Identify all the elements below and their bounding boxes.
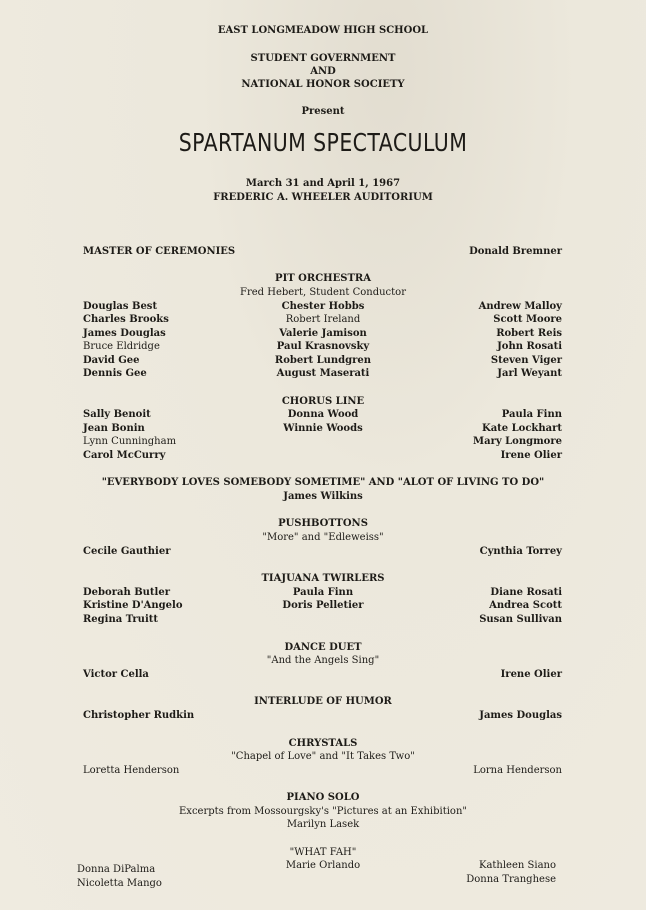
event-dates: March 31 and April 1, 1967 [245,178,401,189]
twirlers-member: Susan Sullivan [479,614,562,625]
pit-row [0,300,646,314]
chorus-member: Mary Longmore [473,436,562,447]
whatfah-member: Donna DiPalma [77,864,156,875]
pushbottons-member: Cynthia Torrey [479,546,562,557]
chorus-member: Jean Bonin [83,423,145,434]
whatfah-row [0,877,646,891]
twirlers-member: Regina Truitt [83,614,158,625]
pit-member: Paul Krasnovsky [276,341,370,352]
duet-member: Irene Olier [500,669,562,680]
pit-member: Chester Hobbs [281,301,365,312]
chrystals-songs: "Chapel of Love" and "It Takes Two" [231,751,415,762]
pit-heading-row [0,272,646,286]
chorus-row [0,449,646,463]
pit-member: Robert Lundgren [274,355,372,366]
pit-member: Jarl Weyant [497,368,562,379]
organization-student-government: STUDENT GOVERNMENT [250,53,396,64]
humor-member: Christopher Rudkin [83,710,195,721]
chorus-member: Lynn Cunningham [83,436,177,447]
pit-member: David Gee [83,355,140,366]
piano-heading-row [0,791,646,805]
event-title: SPARTANUM SPECTACULUM [178,128,468,157]
and-row [0,65,646,79]
piano-solo-piece: Excerpts from Mossourgsky's "Pictures at an Exhibition" [179,806,467,817]
chorus-heading-row [0,395,646,409]
twirlers-member: Diane Rosati [490,587,562,598]
dance-duet-song: "And the Angels Sing" [266,655,380,666]
chrystals-member: Loretta Henderson [83,765,180,776]
chorus-member: Kate Lockhart [482,423,562,434]
twirlers-row [0,599,646,613]
pushbottons-heading-row [0,517,646,531]
everybody-performer-row [0,490,646,504]
pit-member: James Douglas [83,328,166,339]
pit-member: Scott Moore [493,314,562,325]
twirlers-member: Doris Pelletier [282,600,364,611]
pit-member: Charles Brooks [83,314,169,325]
pit-member: Valerie Jamison [279,328,367,339]
pit-conductor: Fred Hebert, Student Conductor [240,287,406,298]
twirlers-row [0,586,646,600]
chorus-member: Winnie Woods [283,423,363,434]
chorus-row [0,435,646,449]
chrystals-row [0,764,646,778]
school-name: EAST LONGMEADOW HIGH SCHOOL [217,25,429,36]
chorus-member: Irene Olier [500,450,562,461]
pit-member: John Rosati [497,341,562,352]
pit-orchestra-heading: PIT ORCHESTRA [275,273,371,284]
pit-member: Dennis Gee [83,368,147,379]
dates-row [0,177,646,191]
pit-conductor-row [0,286,646,300]
everybody-heading-row [0,476,646,490]
pit-member: Bruce Eldridge [83,341,160,352]
twirlers-member: Deborah Butler [83,587,170,598]
piano-piece-row [0,805,646,819]
whatfah-member: Marie Orlando [285,860,361,871]
twirlers-member: Kristine D'Angelo [83,600,183,611]
duet-song-row [0,654,646,668]
present-text: Present [301,106,345,117]
twirlers-member: Andrea Scott [489,600,562,611]
whatfah-member: Nicoletta Mango [77,878,162,889]
present-row [0,105,646,119]
pit-member: August Maserati [276,368,370,379]
org1-row [0,52,646,66]
humor-heading-row [0,695,646,709]
mc-label: MASTER OF CEREMONIES [83,246,236,257]
whatfah-member: Donna Tranghese [466,874,556,885]
chorus-member: Donna Wood [287,409,359,420]
venue-row [0,191,646,205]
organization-honor-society: NATIONAL HONOR SOCIETY [241,79,405,90]
twirlers-row [0,613,646,627]
everybody-loves-heading: "EVERYBODY LOVES SOMEBODY SOMETIME" AND "ALOT OF LIVING TO DO" [101,477,545,488]
pushbottons-member: Cecile Gauthier [83,546,171,557]
pit-member: Steven Viger [490,355,562,366]
chrystals-member: Lorna Henderson [473,765,562,776]
duet-heading-row [0,641,646,655]
org2-row [0,78,646,92]
twirlers-member: Paula Finn [292,587,354,598]
chrystals-songs-row [0,750,646,764]
school-name-row [0,24,646,38]
pit-member: Douglas Best [83,301,158,312]
pushbottons-row [0,545,646,559]
chorus-member: Carol McCurry [83,450,166,461]
everybody-performer: James Wilkins [283,491,363,502]
piano-performer-row [0,818,646,832]
pit-row [0,340,646,354]
pit-row [0,354,646,368]
what-fah-heading: "WHAT FAH" [289,847,357,858]
humor-member: James Douglas [479,710,562,721]
chorus-row [0,408,646,422]
pit-member: Robert Ireland [285,314,361,325]
pushbottons-songs: "More" and "Edleweiss" [262,532,384,543]
pit-row [0,327,646,341]
interlude-humor-heading: INTERLUDE OF HUMOR [254,696,392,707]
whatfah-heading-row [0,846,646,860]
pit-member: Andrew Malloy [478,301,562,312]
pushbottons-songs-row [0,531,646,545]
conjunction-and: AND [310,66,336,77]
pushbottons-heading: PUSHBOTTONS [278,518,368,529]
pit-row [0,313,646,327]
twirlers-heading-row [0,572,646,586]
duet-member: Victor Cella [83,669,149,680]
chrystals-heading: CHRYSTALS [288,738,358,749]
humor-row [0,709,646,723]
dance-duet-heading: DANCE DUET [284,642,362,653]
piano-solo-heading: PIANO SOLO [286,792,360,803]
tiajuana-twirlers-heading: TIAJUANA TWIRLERS [261,573,385,584]
chorus-member: Paula Finn [501,409,562,420]
mc-name: Donald Bremner [469,246,562,257]
duet-row [0,668,646,682]
pit-row [0,367,646,381]
chorus-member: Sally Benoit [83,409,151,420]
chorus-row [0,422,646,436]
mc-row [0,245,646,259]
piano-solo-performer: Marilyn Lasek [286,819,360,830]
whatfah-member: Kathleen Siano [478,860,556,871]
pit-member: Robert Reis [496,328,562,339]
chrystals-heading-row [0,737,646,751]
chorus-line-heading: CHORUS LINE [281,396,365,407]
event-venue: FREDERIC A. WHEELER AUDITORIUM [213,192,433,203]
